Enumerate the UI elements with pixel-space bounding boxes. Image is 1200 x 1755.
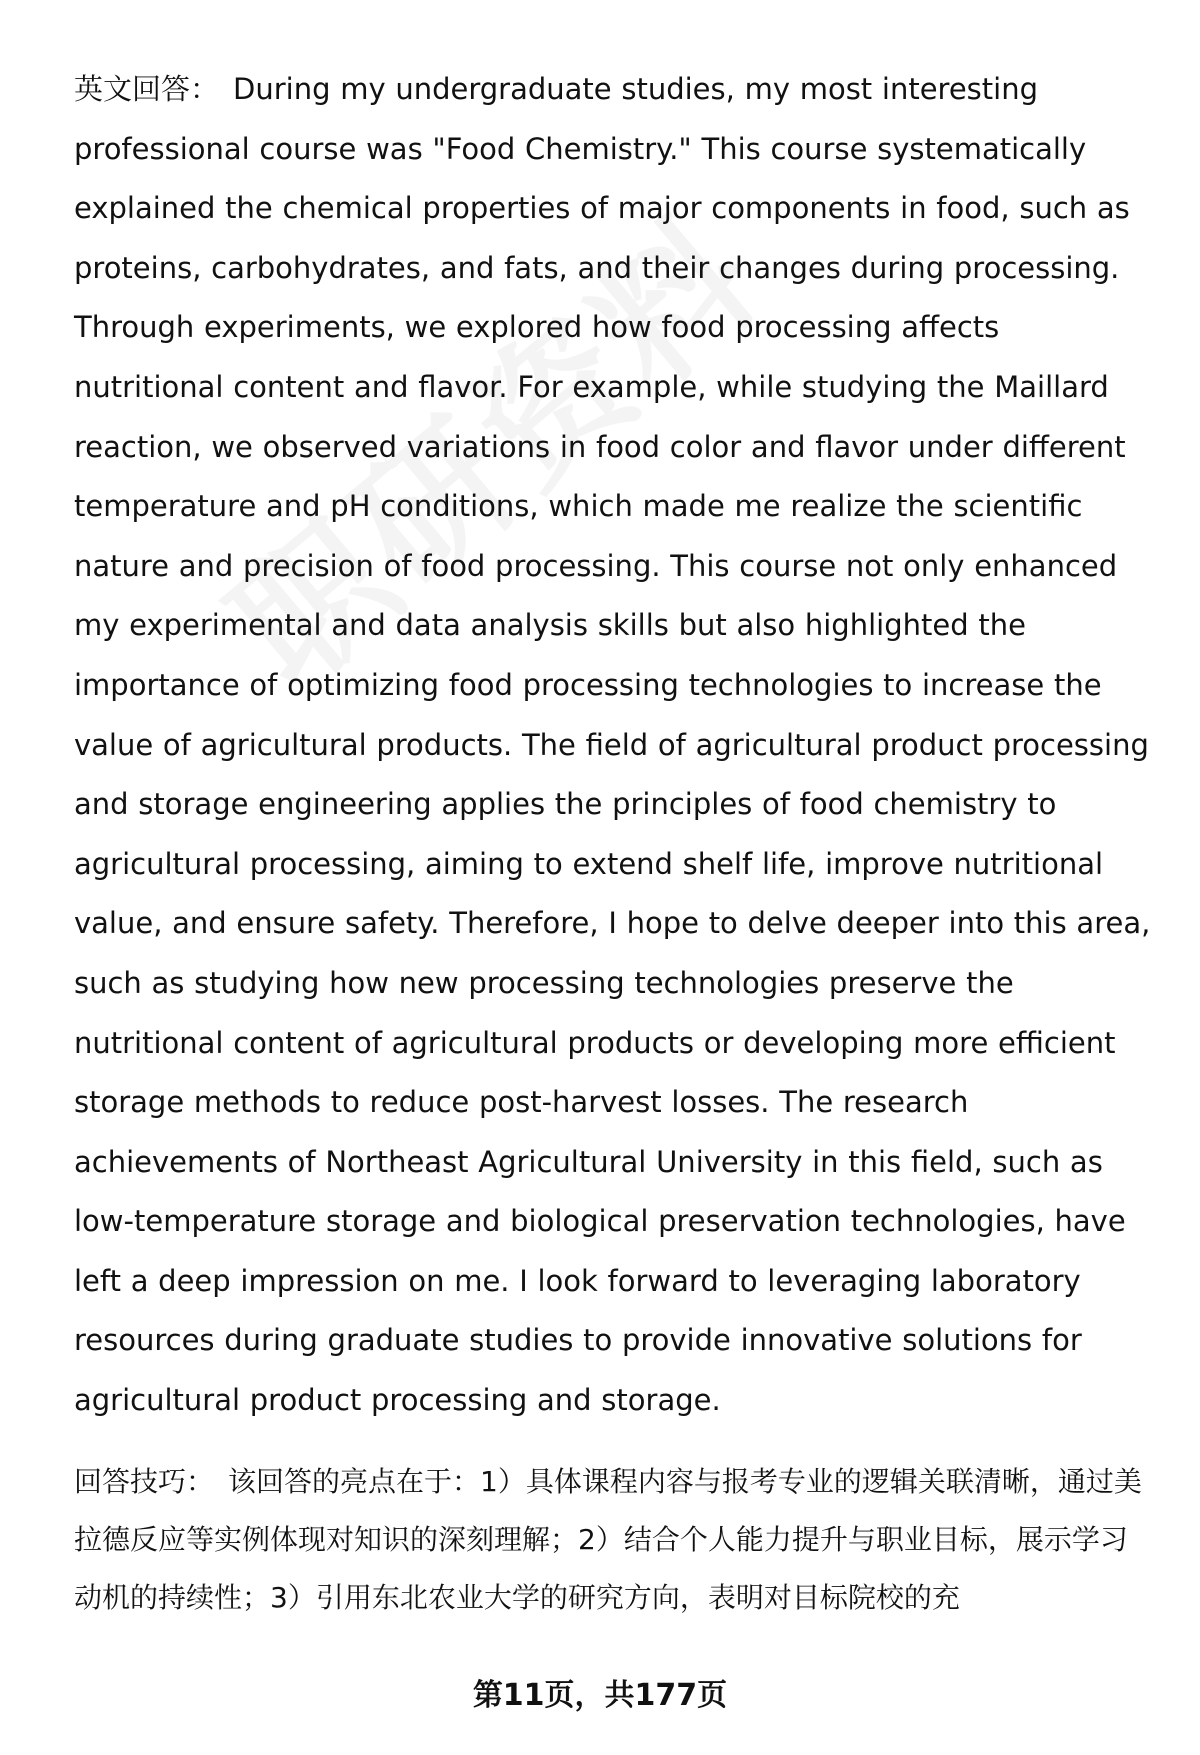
english-answer-text: During my undergraduate studies, my most interesting professional course was "Food Chemistry." This course systematically explained the chemical properties of major components in food, such as proteins, carbohydrates, and fats, and their changes during processing. Through experiments, we explored how food processing affects nutritional content and flavor. For example, while studying the Maillard reaction, we observed variations in food color and flavor under different temperature and pH conditions, which made me realize the scientific nature and precision of food processing. This course not only enhanced my experimental and data analysis skills but also highlighted the importance of optimizing food processing technologies to increase the value of agricultural products. The field of agricultural product processing and storage engineering applies the principles of food chemistry to agricultural processing, aiming to extend shelf life, improve nutritional value, and ensure safety. Therefore, I hope to delve deeper into this area, such as studying how new processing technologies preserve the nutritional content of agricultural products or developing more efficient storage methods to reduce post-harvest losses. The research achievements of Northeast Agricultural University in this field, such as low-temperature storage and biological preservation technologies, have left a deep impression on me. I look forward to leveraging laboratory resources during graduate studies to provide innovative solutions for agricultural product processing and storage. <box>74 72 1151 1418</box>
page-number: 第11页，共177页 <box>472 1678 728 1713</box>
answer-tips-text: 该回答的亮点在于：1）具体课程内容与报考专业的逻辑关联清晰，通过美拉德反应等实例体现对知识的深刻理解；2）结合个人能力提升与职业目标，展示学习动机的持续性；3）引用东北农业大学的研究方向，表明对目标院校的充 <box>74 1464 1142 1614</box>
english-answer-label: 英文回答： <box>74 72 220 106</box>
answer-tips-label: 回答技巧： <box>74 1464 215 1498</box>
answer-tips-paragraph <box>74 1453 1154 1627</box>
english-answer-paragraph <box>74 60 1154 1431</box>
document-body <box>74 60 1154 1627</box>
